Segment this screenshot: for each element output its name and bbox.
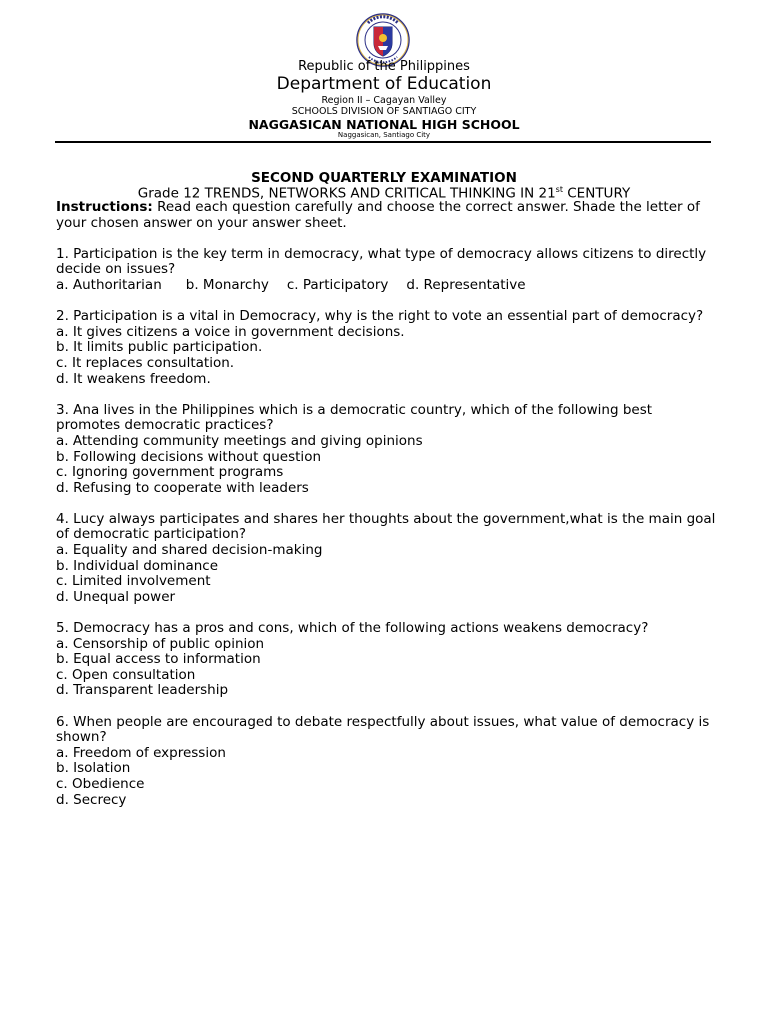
choice: a. It gives citizens a voice in government decisions. (56, 323, 405, 340)
question-text: 4. Lucy always participates and shares her thoughts about the government,what is the main goal of democratic participation? (56, 510, 716, 543)
question-1 (56, 247, 716, 294)
school-name: NAGGASICAN NATIONAL HIGH SCHOOL (248, 117, 520, 132)
header-divider (55, 141, 711, 143)
choice: c. Obedience (56, 775, 145, 792)
choice: d. Transparent leadership (56, 682, 229, 699)
choice: d. Representative (406, 276, 526, 293)
question-2 (56, 309, 716, 387)
question-text: 2. Participation is a vital in Democracy, why is the right to vote an essential part of democracy? (56, 308, 704, 325)
subject-prefix: Grade 12 TRENDS, NETWORKS AND CRITICAL THINKING IN 21 (137, 185, 556, 202)
instructions (56, 200, 716, 231)
question-3 (56, 403, 716, 497)
choice: b. It limits public participation. (56, 339, 263, 356)
choice: d. Secrecy (56, 791, 127, 808)
exam-content (56, 200, 716, 808)
division-line: SCHOOLS DIVISION OF SANTIAGO CITY (291, 106, 477, 117)
choice: d. Unequal power (56, 588, 176, 605)
choice: a. Authoritarian (56, 276, 162, 293)
question-text: 1. Participation is the key term in democracy, what type of democracy allows citizens to directly decide on issues? (56, 245, 707, 278)
choice: c. Ignoring government programs (56, 464, 284, 481)
choice: c. Participatory (286, 276, 389, 293)
choice: c. Open consultation (56, 666, 196, 683)
question-5 (56, 621, 716, 699)
region-line: Region II – Cagayan Valley (321, 95, 447, 106)
choice: b. Following decisions without question (56, 448, 322, 465)
choice: b. Monarchy (185, 276, 269, 293)
choice: d. Refusing to cooperate with leaders (56, 479, 309, 496)
department-line: Department of Education (276, 74, 492, 94)
republic-line: Republic of the Philippines (298, 59, 470, 74)
choice: b. Isolation (56, 760, 131, 777)
question-6 (56, 715, 716, 809)
choice: a. Freedom of expression (56, 744, 226, 761)
choice: a. Equality and shared decision-making (56, 542, 323, 559)
choice: b. Individual dominance (56, 557, 219, 574)
choice: a. Censorship of public opinion (56, 635, 265, 652)
choice: c. It replaces consultation. (56, 354, 235, 371)
instructions-label: Instructions: (56, 199, 153, 215)
question-text: 6. When people are encouraged to debate respectfully about issues, what value of democracy is shown? (56, 713, 710, 746)
choice: a. Attending community meetings and giving opinions (56, 432, 423, 449)
choice-list (56, 278, 716, 294)
exam-title: SECOND QUARTERLY EXAMINATION (251, 170, 517, 186)
question-text: 5. Democracy has a pros and cons, which of the following actions weakens democracy? (56, 620, 649, 637)
subject-suffix: CENTURY (562, 185, 631, 202)
school-address: Naggasican, Santiago City (337, 131, 431, 139)
choice: c. Limited involvement (56, 573, 211, 590)
question-text: 3. Ana lives in the Philippines which is a democratic country, which of the following best promotes democratic practices? (56, 401, 653, 434)
choice: d. It weakens freedom. (56, 370, 211, 387)
choice: b. Equal access to information (56, 651, 261, 668)
instructions-text: Read each question carefully and choose the correct answer. Shade the letter of your chosen answer on your answer sheet. (56, 199, 700, 231)
question-4 (56, 512, 716, 606)
subject-superscript: st (555, 185, 563, 194)
